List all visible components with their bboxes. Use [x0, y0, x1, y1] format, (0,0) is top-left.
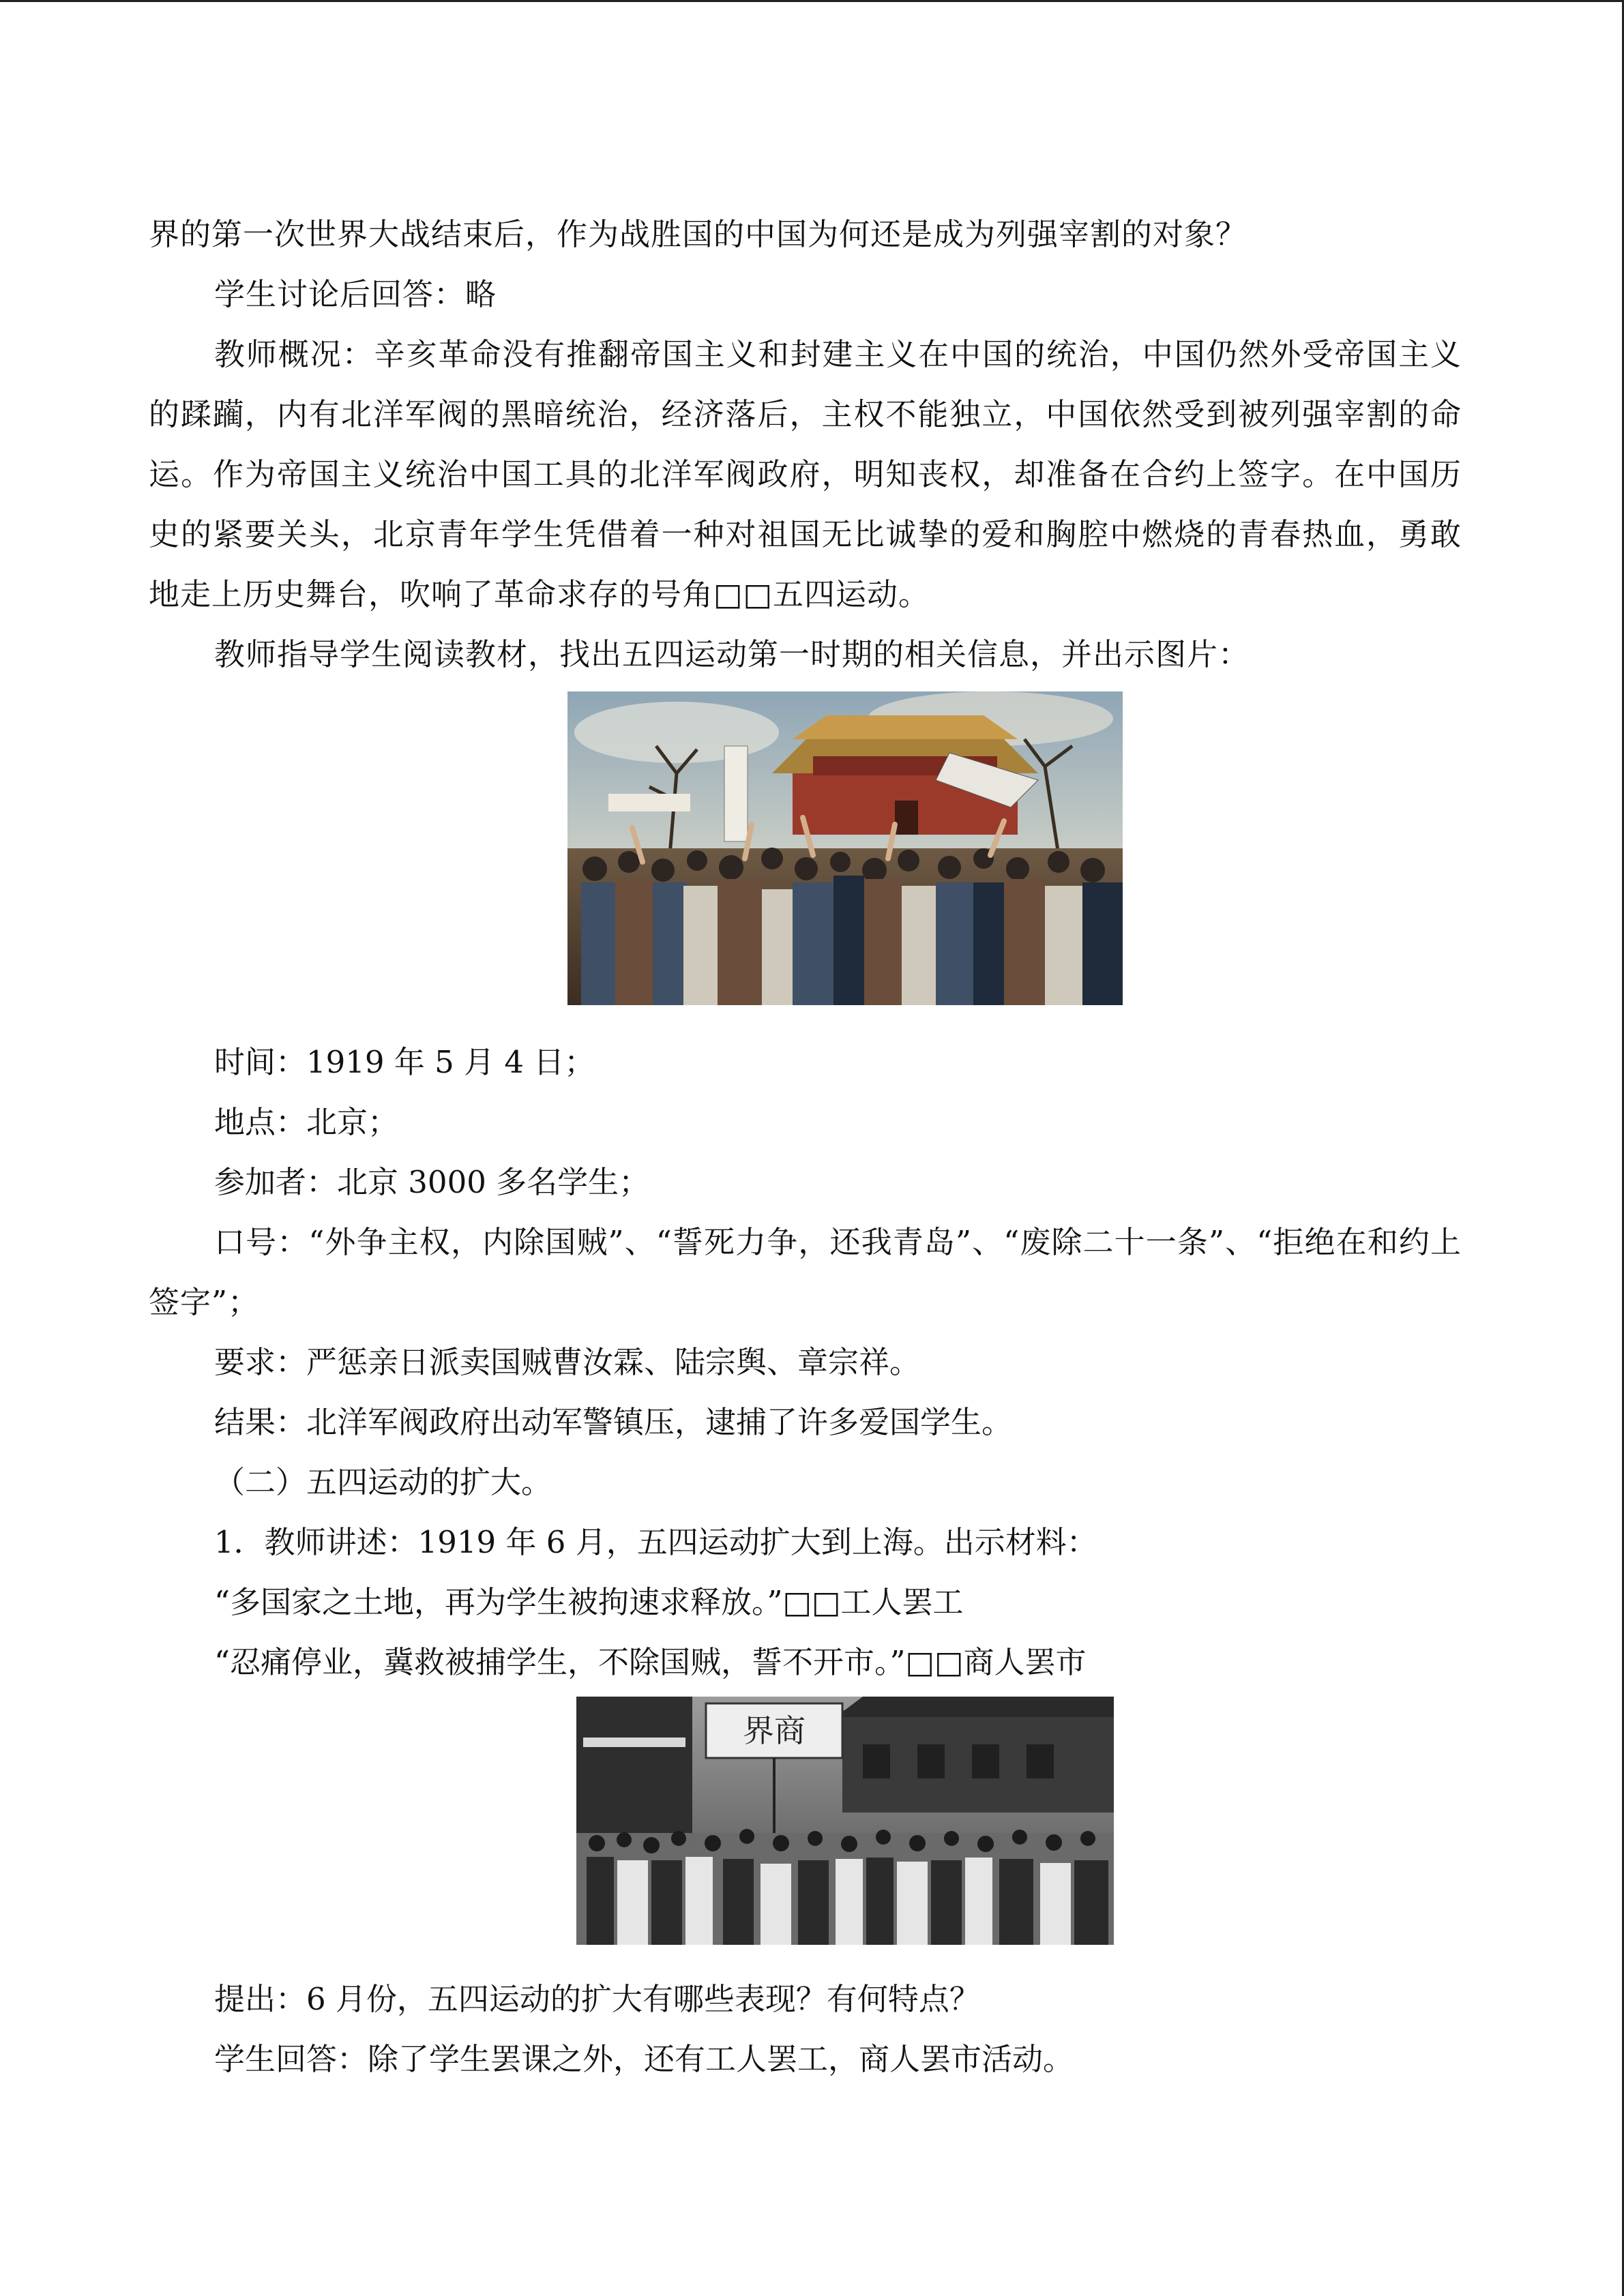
event-place: 地点：北京； [214, 1104, 399, 1140]
merchants-banner-text: 界商 [743, 1712, 806, 1749]
student-answer: 学生回答：除了学生罢课之外，还有工人罢工，商人罢市活动。 [214, 2041, 1074, 2077]
shanghai-strike-photo [576, 1697, 1114, 1945]
document-page [149, 205, 1462, 2089]
may-fourth-painting [567, 691, 1123, 1005]
event-demands: 要求：严惩亲日派卖国贼曹汝霖、陆宗舆、章宗祥。 [214, 1344, 921, 1380]
paragraph-continuation: 界的第一次世界大战结束后，作为战胜国的中国为何还是成为列强宰割的对象？ [149, 216, 1247, 252]
teacher-question: 提出：6 月份，五四运动的扩大有哪些表现？有何特点？ [214, 1981, 980, 2017]
teacher-guidance: 教师指导学生阅读教材，找出五四运动第一时期的相关信息，并出示图片： [214, 636, 1250, 672]
event-participants: 参加者：北京 3000 多名学生； [214, 1164, 650, 1200]
quote-workers-strike: “多国家之土地，再为学生被拘速求释放。”□□工人罢工 [214, 1584, 964, 1620]
event-result: 结果：北洋军阀政府出动军警镇压，逮捕了许多爱国学生。 [214, 1404, 1013, 1440]
section-heading-expansion: （二）五四运动的扩大。 [214, 1464, 552, 1500]
event-time: 时间：1919 年 5 月 4 日； [214, 1044, 595, 1080]
event-slogans: 口号：“外争主权，内除国贼”、“誓死力争，还我青岛”、“废除二十一条”、“拒绝在和约上签字”； [149, 1224, 1462, 1320]
page-top-border [0, 0, 1624, 2]
student-discussion: 学生讨论后回答：略 [214, 276, 497, 312]
teacher-narration-item: 1．教师讲述：1919 年 6 月，五四运动扩大到上海。出示材料： [214, 1524, 1097, 1560]
teacher-overview: 教师概况：辛亥革命没有推翻帝国主义和封建主义在中国的统治，中国仍然外受帝国主义的蹂躏，内有北洋军阀的黑暗统治，经济落后，主权不能独立，中国依然受到被列强宰割的命运。作为帝国主义统治中国工具的北洋军阀政府，明知丧权，却准备在合约上签字。在中国历史的紧要关头，北京青年学生凭借着一种对祖国无比诚挚的爱和胸腔中燃烧的青春热血，勇敢地走上历史舞台，吹响了革命求存的号角□□五四运动。 [149, 336, 1462, 612]
quote-merchants-strike: “忍痛停业，冀救被捕学生，不除国贼，誓不开市。”□□商人罢市 [214, 1644, 1087, 1680]
